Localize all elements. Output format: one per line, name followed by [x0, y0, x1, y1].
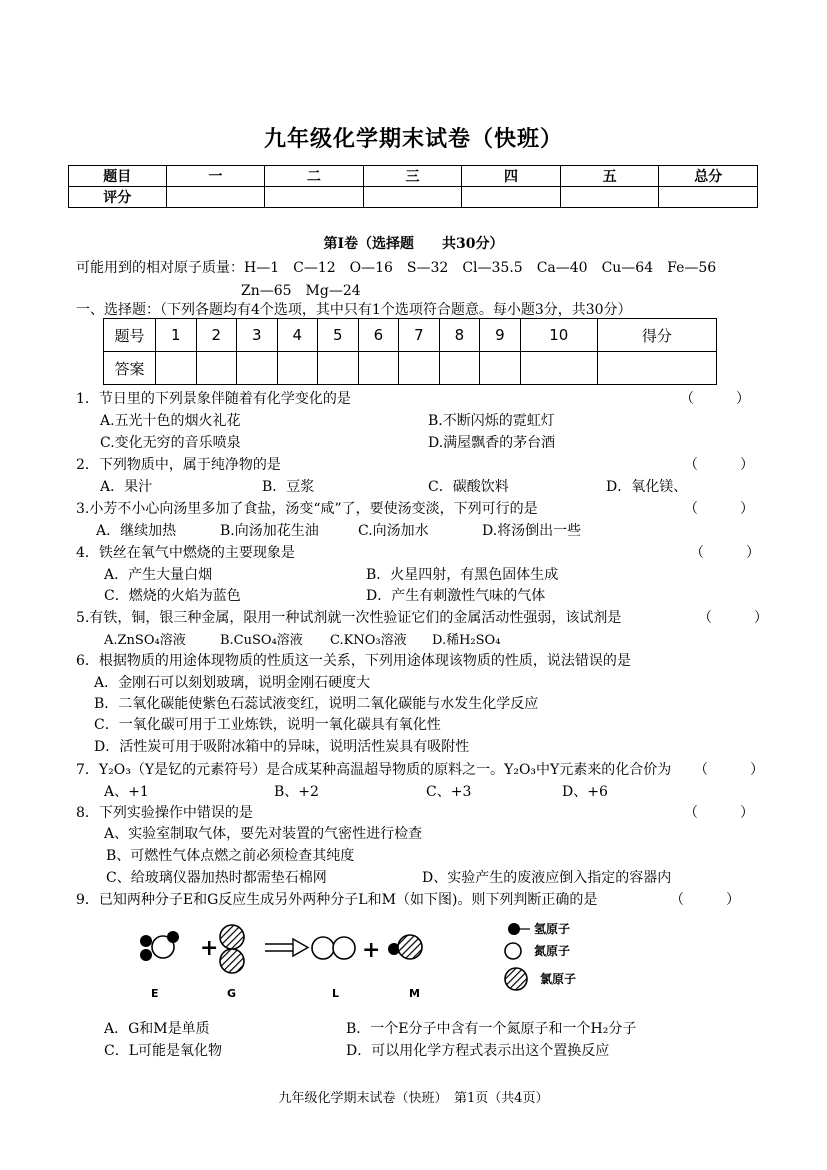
answer-parentheses[interactable]: （ ）: [684, 805, 754, 821]
option-a: A．产生大量白烟: [104, 567, 213, 583]
answer-header-cell: 10: [520, 319, 597, 352]
option-c: C、+3: [426, 784, 472, 800]
score-header-cell: 三: [363, 166, 462, 187]
question-stem: 3.小芳不小心向汤里多加了食盐，汤变“咸”了，要使汤变淡，下列可行的是: [76, 501, 538, 517]
answer-header-cell: 1: [156, 319, 197, 352]
answer-header-cell: 7: [399, 319, 440, 352]
score-cell[interactable]: [166, 187, 265, 208]
score-header-cell: 题目: [69, 166, 167, 187]
answer-cell[interactable]: [277, 352, 318, 385]
answer-header-cell: 9: [480, 319, 521, 352]
answer-header-cell: 5: [318, 319, 359, 352]
option-d: D.将汤倒出一些: [482, 523, 582, 539]
option-b: B、+2: [274, 784, 319, 800]
answer-parentheses[interactable]: （ ）: [698, 610, 768, 626]
part-instructions: 一、选择题：（下列各题均有4个选项，其中只有1个选项符合题意。每小题3分，共30分）: [76, 302, 632, 318]
option-c: C．L可能是氧化物: [104, 1043, 223, 1059]
answer-cell[interactable]: [399, 352, 440, 385]
answer-table: [103, 318, 717, 385]
answer-parentheses[interactable]: （ ）: [684, 501, 754, 517]
question-stem: 5.有铁，铜，银三种金属，限用一种试剂就一次性验证它们的金属活动性强弱，该试剂是: [76, 610, 622, 626]
score-table: [68, 165, 758, 208]
option-d: D.满屋飘香的茅台酒: [428, 435, 556, 451]
page-title: 九年级化学期末试卷（快班）: [263, 127, 563, 152]
option-a: A.五光十色的烟火礼花: [100, 413, 241, 429]
option-b: B．二氧化碳能使紫色石蕊试液变红，说明二氧化碳能与水发生化学反应: [94, 696, 539, 712]
option-c: C、给玻璃仪器加热时都需垫石棉网: [106, 870, 327, 886]
answer-cell[interactable]: [156, 352, 197, 385]
option-d: D、实验产生的废液应倒入指定的容器内: [422, 870, 672, 886]
molecule-l: [312, 937, 355, 959]
answer-row-label: 答案: [104, 352, 156, 385]
score-header-cell: 二: [265, 166, 364, 187]
score-table-score-row: [69, 187, 758, 208]
question-stem: 4．铁丝在氧气中燃烧的主要现象是: [76, 545, 295, 561]
score-header-cell: 总分: [659, 166, 758, 187]
question-stem: 6．根据物质的用途体现物质的性质这一关系，下列用途体现该物质的性质，说法错误的是: [76, 653, 631, 669]
option-b: B.向汤加花生油: [220, 523, 319, 539]
question-stem: 8．下列实验操作中错误的是: [76, 805, 253, 821]
score-cell[interactable]: [597, 352, 716, 385]
answer-cell[interactable]: [196, 352, 237, 385]
reaction-arrow: [265, 939, 308, 956]
answer-header-cell: 6: [358, 319, 399, 352]
option-c: C.向汤加水: [358, 523, 429, 539]
question-stem: 9．已知两种分子E和G反应生成另外两种分子L和M（如下图)。则下列判断正确的是: [76, 892, 598, 908]
hydrogen-atom-icon: [508, 923, 520, 935]
option-a: A．G和M是单质: [104, 1021, 210, 1037]
answer-header-cell: 题号: [104, 319, 156, 352]
answer-cell[interactable]: [520, 352, 597, 385]
option-c: C．碳酸饮料: [428, 479, 509, 495]
molecule-label-l: L: [332, 987, 340, 1000]
atomic-masses-line: Zn—65 Mg—24: [241, 283, 361, 299]
score-row-label: 评分: [69, 187, 167, 208]
page-footer: 九年级化学期末试卷（快班） 第1页（共4页）: [278, 1091, 549, 1106]
option-c: C.变化无穷的音乐喷泉: [100, 435, 241, 451]
answer-cell[interactable]: [358, 352, 399, 385]
option-a: A．金刚石可以刻划玻璃，说明金刚石硬度大: [94, 675, 371, 691]
nitrogen-atom-icon: [505, 943, 521, 959]
option-a: A．果汁: [100, 479, 153, 495]
answer-parentheses[interactable]: （ ）: [690, 545, 760, 561]
answer-table-header-row: [104, 319, 717, 352]
answer-cell[interactable]: [318, 352, 359, 385]
option-d: D．活性炭可用于吸附冰箱中的异味，说明活性炭具有吸附性: [94, 739, 470, 755]
molecule-label-e: E: [151, 987, 159, 1000]
molecule-label-g: G: [227, 987, 237, 1000]
legend-nitrogen-label: 氮原子: [534, 944, 571, 958]
molecule-e: [140, 931, 179, 961]
option-c: C．一氧化碳可用于工业炼铁，说明一氧化碳具有氧化性: [94, 717, 441, 733]
option-b: B．火星四射，有黑色固体生成: [366, 567, 559, 583]
atomic-masses-line: 可能用到的相对原子质量：H—1 C—12 O—16 S—32 Cl—35.5 Ca—40 Cu—64 Fe—56: [76, 260, 717, 276]
question-stem: 1．节日里的下列景象伴随着有化学变化的是: [76, 391, 351, 407]
option-a: A.ZnSO₄溶液: [104, 633, 186, 648]
reaction-diagram: [130, 915, 650, 1005]
score-header-cell: 一: [166, 166, 265, 187]
answer-table-answer-row: [104, 352, 717, 385]
score-cell[interactable]: [560, 187, 659, 208]
option-b: B．一个E分子中含有一个氮原子和一个H₂分子: [346, 1021, 637, 1037]
answer-header-cell: 8: [439, 319, 480, 352]
plus-sign: +: [200, 935, 219, 961]
option-c: C.KNO₃溶液: [330, 633, 407, 648]
answer-parentheses[interactable]: （ ）: [684, 457, 754, 473]
option-d: D.稀H₂SO₄: [432, 633, 501, 648]
option-b: B.不断闪烁的霓虹灯: [428, 413, 555, 429]
legend-hydrogen-label: 氢原子: [534, 922, 571, 936]
score-cell[interactable]: [659, 187, 758, 208]
score-cell[interactable]: [265, 187, 364, 208]
question-stem: 7．Y₂O₃（Y是钇的元素符号）是合成某种高温超导物质的原料之一。Y₂O₃中Y元素来的化合价为: [76, 762, 672, 778]
option-d: D．氧化镁、: [606, 479, 688, 495]
score-table-header-row: [69, 166, 758, 187]
answer-parentheses[interactable]: （ ）: [694, 762, 764, 778]
answer-cell[interactable]: [237, 352, 278, 385]
molecule-g: [220, 925, 244, 973]
score-cell[interactable]: [462, 187, 561, 208]
option-b: B.CuSO₄溶液: [220, 633, 303, 648]
score-header-cell: 五: [560, 166, 659, 187]
plus-sign: +: [362, 937, 381, 963]
option-d: D．可以用化学方程式表示出这个置换反应: [346, 1043, 610, 1059]
question-stem: 2．下列物质中，属于纯净物的是: [76, 457, 281, 473]
answer-header-cell: 2: [196, 319, 237, 352]
answer-header-cell: 得分: [597, 319, 716, 352]
answer-header-cell: 3: [237, 319, 278, 352]
chlorine-atom-icon: [505, 968, 527, 990]
answer-parentheses[interactable]: （ ）: [670, 892, 740, 908]
option-d: D、+6: [562, 784, 608, 800]
option-a: A．继续加热: [96, 523, 177, 539]
option-b: B、可燃性气体点燃之前必须检查其纯度: [106, 848, 355, 864]
option-d: D．产生有刺激性气味的气体: [366, 588, 546, 604]
answer-parentheses[interactable]: （ ）: [680, 391, 750, 407]
answer-cell[interactable]: [480, 352, 521, 385]
score-header-cell: 四: [462, 166, 561, 187]
option-a: A、+1: [104, 784, 149, 800]
molecule-label-m: M: [409, 987, 420, 1000]
molecule-m: [388, 935, 422, 959]
legend-chlorine-label: 氯原子: [540, 972, 577, 986]
diagram-legend: [505, 923, 530, 990]
score-cell[interactable]: [363, 187, 462, 208]
option-c: C．燃烧的火焰为蓝色: [104, 588, 241, 604]
option-b: B．豆浆: [262, 479, 315, 495]
answer-header-cell: 4: [277, 319, 318, 352]
answer-cell[interactable]: [439, 352, 480, 385]
option-a: A、实验室制取气体，要先对装置的气密性进行检查: [104, 826, 423, 842]
section-title: 第Ⅰ卷（选择题 共30分）: [323, 236, 504, 252]
